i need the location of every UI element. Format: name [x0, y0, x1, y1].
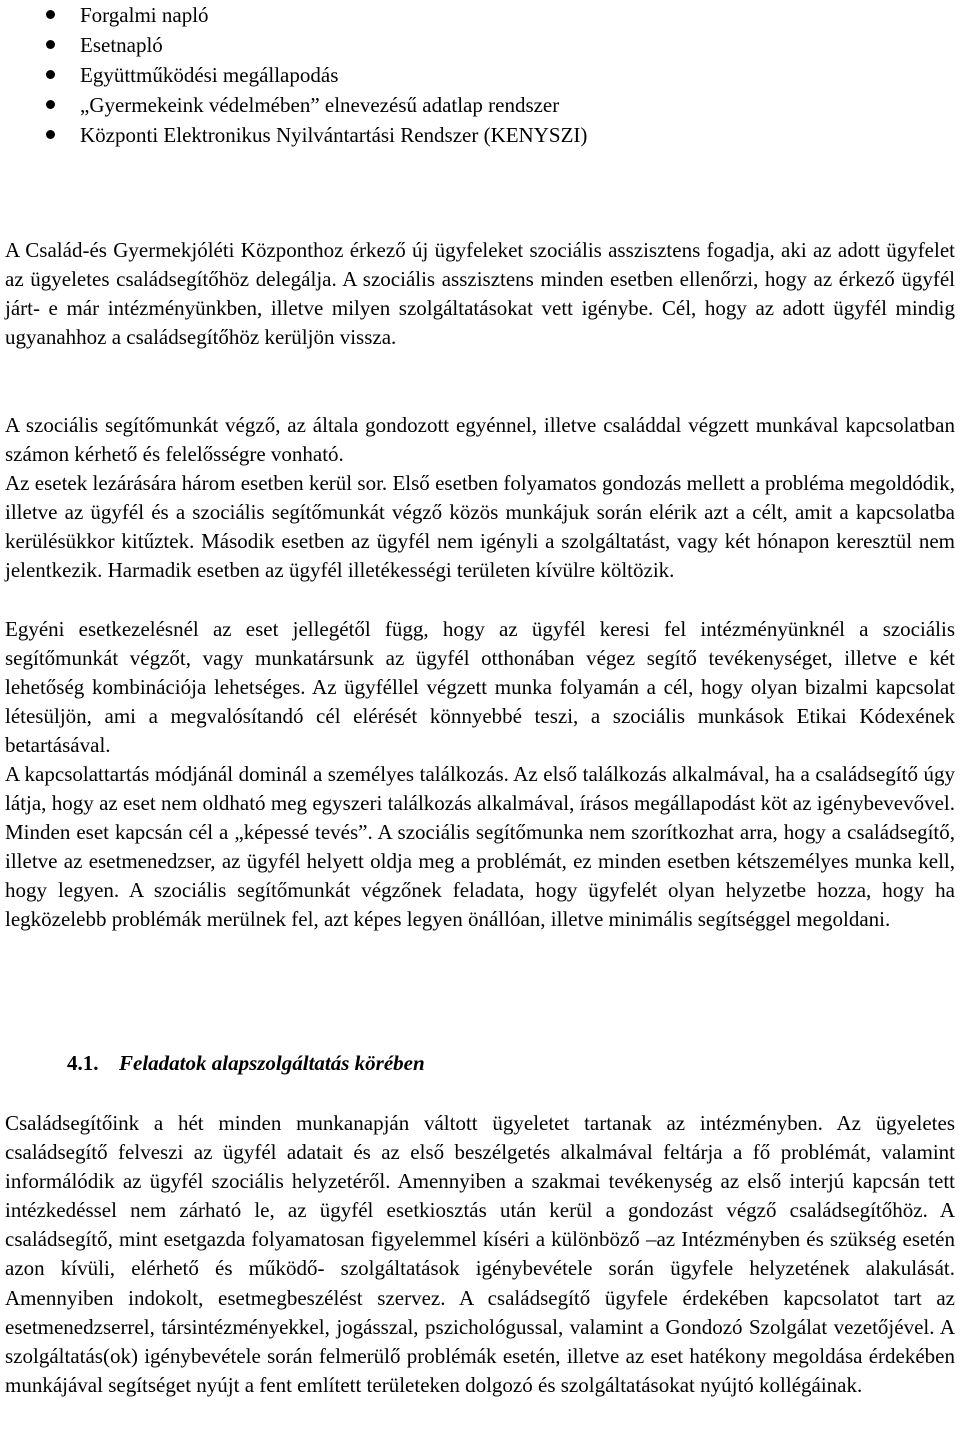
paragraph-contact-methods: A kapcsolattartás módjánál dominál a személyes találkozás. Az első találkozás alkalmával, ha a családsegítő úgy látja, hogy az eset nem oldható meg egyszeri találkozás alkalmával, írásos megállapodást köt az igénybevevővel. Minden eset kapcsán cél a „képessé tevés”. A szociális segítőmunka nem szorítkozhat arra, hogy a családsegítő, illetve az esetmenedzser, az ügyfél helyett oldja meg a problémát, ez minden esetben kétszemélyes munka kell, hogy legyen. A szociális segítőmunkát végzőnek feladata, hogy ügyfelét olyan helyzetbe hozza, hogy ha legközelebb problémák merülnek fel, azt képes legyen önállóan, illetve minimális segítséggel megoldani. — [5, 762, 955, 932]
paragraph-basic-services: Családsegítőink a hét minden munkanapján váltott ügyeletet tartanak az intézményben. Az ügyeletes családsegítő felveszi az ügyfél adatait és az első beszélgetés alkalmával feltárja a fő problémát, valamint informálódik az ügyfél szociális helyzetéről. Amennyiben a szakmai tevékenység az első interjú kapcsán tett intézkedéssel nem zárható le, az ügyfél esetkiosztás után kerül a gondozást végző családsegítőhöz. A családsegítő, mint esetgazda folyamatosan figyelemmel kíséri a különböző –az Intézményben és szükség esetén azon kívüli, elérhető és működő- szolgáltatások igénybevétele során ügyfele helyzetének alakulását. Amennyiben indokolt, esetmegbeszélést szervez. A családsegítő ügyfele érdekében kapcsolatot tart az esetmenedzserrel, társintézményekkel, jogásszal, pszichológussal, valamint a Gondozó Szolgálat vezetőjével. A szolgáltatás(ok) igénybevétele során felmerülő problémák esetén, illetve az eset hatékony megoldása érdekében munkájával segítséget nyújt a fent említett területeken dolgozó és szolgáltatásokat nyújtó kollégáinak. — [5, 1111, 955, 1397]
list-item-text: Együttműködési megállapodás — [80, 63, 339, 87]
paragraph-accountability: A szociális segítőmunkát végző, az általa gondozott egyénnel, illetve családdal végzett munkával kapcsolatban számon kérhető és felelősségre vonható. — [5, 413, 955, 467]
list-item-text: „Gyermekeink védelmében” elnevezésű adatlap rendszer — [80, 93, 560, 117]
paragraph-individual-casework: Egyéni esetkezelésnél az eset jellegétől függ, hogy az ügyfél keresi fel intézményünknél a szociális segítőmunkát végzőt, vagy munkatársunk az ügyfél otthonában végez segítő tevékenységet, illetve e két lehetőség kombinációja lehetséges. Az ügyféllel végzett munka folyamán a cél, hogy olyan bizalmi kapcsolat létesüljön, ami a megvalósítandó cél elérését könnyebbé teszi, a szociális munkások Etikai Kódexének betartásával. — [5, 617, 955, 758]
bullet-icon — [46, 10, 55, 19]
list-item-text: Központi Elektronikus Nyilvántartási Rendszer (KENYSZI) — [80, 123, 588, 147]
records-bullet-list — [5, 0, 587, 150]
bullet-icon — [46, 40, 55, 49]
list-item — [5, 120, 587, 150]
paragraph-case-closure: Az esetek lezárására három esetben kerül sor. Első esetben folyamatos gondozás mellett a probléma megoldódik, illetve az ügyfél és a szociális segítőmunkát végző közös munkájuk során elérik azt a célt, amit a kapcsolatba kerülésükkor kitűztek. Második esetben az ügyfél nem igényli a szolgáltatást, vagy két hónapon keresztül nem jelentkezik. Harmadik esetben az ügyfél illetékességi területen kívülre költözik. — [5, 471, 955, 583]
list-item — [5, 60, 587, 90]
bullet-icon — [46, 70, 55, 79]
list-item — [5, 30, 587, 60]
list-item — [5, 90, 587, 120]
section-title: Feladatok alapszolgáltatás körében — [119, 1051, 425, 1075]
bullet-icon — [46, 130, 55, 139]
section-number: 4.1. — [67, 1051, 99, 1075]
bullet-icon — [46, 100, 55, 109]
paragraph-client-intake: A Család-és Gyermekjóléti Központhoz érkező új ügyfeleket szociális asszisztens fogadja, aki az adott ügyfelet az ügyeletes családsegítőhöz delegálja. A szociális asszisztens minden esetben ellenőrzi, hogy az érkező ügyfél járt- e már intézményünkben, illetve milyen szolgáltatásokat vett igénybe. Cél, hogy az adott ügyfél mindig ugyanahhoz a családsegítőhöz kerüljön vissza. — [5, 238, 955, 350]
list-item — [5, 0, 587, 30]
list-item-text: Esetnapló — [80, 33, 163, 57]
list-item-text: Forgalmi napló — [80, 3, 209, 27]
